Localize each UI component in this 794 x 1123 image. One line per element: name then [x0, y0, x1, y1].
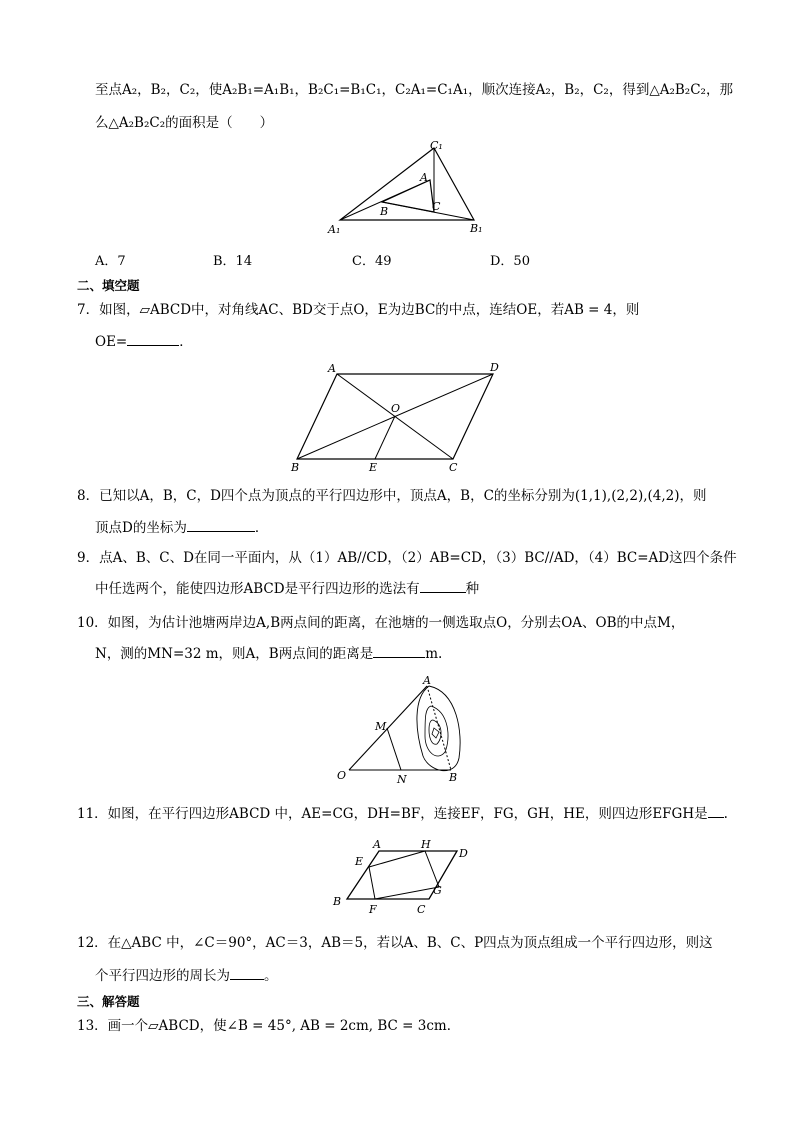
q6-option-d: D．50	[490, 254, 530, 269]
q8-prompt: 顶点D的坐标为	[95, 520, 187, 536]
q10-prompt: N，测的MN=32 m，则A，B两点间的距离是	[95, 646, 374, 662]
section-answer-questions: 三、解答题	[77, 994, 140, 1009]
q11-prompt: 11．如图，在平行四边形ABCD 中，AE=CG，DH=BF，连接EF，FG，GH，HE，则四边形EFGH是	[77, 806, 708, 822]
q6-option-a: A．7	[95, 254, 126, 269]
q10-line2-end: m.	[425, 646, 443, 662]
q6-figure	[322, 140, 492, 240]
q7-line2-end: ．	[179, 334, 193, 350]
q6-text-line2: 么△A₂B₂C₂的面积是（ ）	[95, 115, 274, 131]
q8-answer-blank[interactable]	[187, 517, 255, 532]
q9-line2-end: 种	[465, 581, 480, 597]
q7-label-e: E	[369, 461, 378, 474]
q7-label-c: C	[449, 461, 458, 474]
q10-label-n: N	[397, 773, 407, 786]
q6-text-line1: 至点A₂，B₂，C₂，使A₂B₁=A₁B₁，B₂C₁=B₁C₁，C₂A₁=C₁A₁，顺次连接A₂，B₂，C₂，得到△A₂B₂C₂，那	[95, 82, 733, 98]
q9-answer-blank[interactable]	[420, 578, 466, 593]
q6-option-b: B．14	[213, 254, 253, 269]
q6-label-b: B	[380, 205, 389, 218]
q6-option-c: C．49	[352, 254, 392, 269]
q9-prompt: 中任选两个，能使四边形ABCD是平行四边形的选法有	[95, 581, 420, 597]
q9-text-line2	[95, 578, 479, 599]
q7-text-line2	[95, 331, 193, 352]
q10-label-m: M	[375, 720, 387, 733]
q7-figure	[285, 360, 510, 475]
q11-label-e: E	[355, 855, 364, 868]
q11-label-g: G	[433, 884, 442, 897]
q10-label-a: A	[423, 674, 431, 687]
q6-label-c: C	[432, 200, 441, 213]
q7-label-a: A	[328, 362, 336, 375]
q7-label-b: B	[291, 461, 300, 474]
q12-answer-blank[interactable]	[230, 965, 264, 980]
q12-prompt: 个平行四边形的周长为	[95, 968, 230, 984]
q6-label-a: A	[420, 171, 428, 184]
q11-text-line1	[77, 803, 728, 824]
q11-label-a: A	[373, 838, 381, 851]
q7-text-line1: 7．如图，▱ABCD中，对角线AC、BD交于点O，E为边BC的中点，连结OE，若AB = 4，则	[77, 302, 640, 318]
q10-text-line1: 10．如图，为估计池塘两岸边A,B两点间的距离，在池塘的一侧选取点O，分别去OA、OB的中点M，	[77, 615, 685, 631]
q10-text-line2	[95, 643, 442, 664]
q11-label-h: H	[421, 838, 431, 851]
q11-label-d: D	[459, 847, 468, 860]
q9-text-line1: 9．点A、B、C、D在同一平面内，从（1）AB//CD，（2）AB=CD，（3）BC//AD，（4）BC=AD这四个条件	[77, 550, 737, 566]
q11-label-f: F	[369, 903, 377, 916]
q12-text-line2	[95, 965, 278, 986]
q10-figure	[333, 672, 473, 787]
q10-answer-blank[interactable]	[373, 643, 425, 658]
q11-answer-blank[interactable]	[708, 803, 724, 818]
q8-text-line1: 8．已知以A，B，C，D四个点为顶点的平行四边形中，顶点A，B，C的坐标分别为(1,1),(2,2),(4,2)，则	[77, 488, 707, 504]
q7-label-o: O	[391, 402, 401, 415]
q6-label-c1: C₁	[430, 140, 443, 152]
q6-label-b1: B₁	[470, 222, 483, 235]
q11-label-c: C	[417, 903, 426, 916]
q12-line2-end: 。	[264, 968, 278, 984]
q10-label-o: O	[337, 769, 347, 782]
q11-label-b: B	[333, 895, 342, 908]
q8-text-line2	[95, 517, 268, 538]
q7-label-d: D	[490, 361, 499, 374]
q11-figure	[327, 833, 477, 918]
q7-oe-label: OE=	[95, 334, 128, 350]
q8-line2-end: ．	[254, 520, 269, 536]
q11-line1-end: .	[723, 806, 728, 822]
q10-label-b: B	[449, 771, 458, 784]
q7-answer-blank[interactable]	[127, 331, 179, 346]
section-fill-in-blank: 二、填空题	[77, 278, 140, 293]
q6-label-a1: A₁	[328, 223, 341, 236]
q12-text-line1: 12．在△ABC 中，∠C＝90°，AC＝3，AB＝5，若以A、B、C、P四点为顶点组成一个平行四边形，则这	[77, 935, 713, 951]
q13-text-line1: 13．画一个▱ABCD，使∠B = 45°, AB = 2cm, BC = 3cm．	[77, 1018, 461, 1034]
